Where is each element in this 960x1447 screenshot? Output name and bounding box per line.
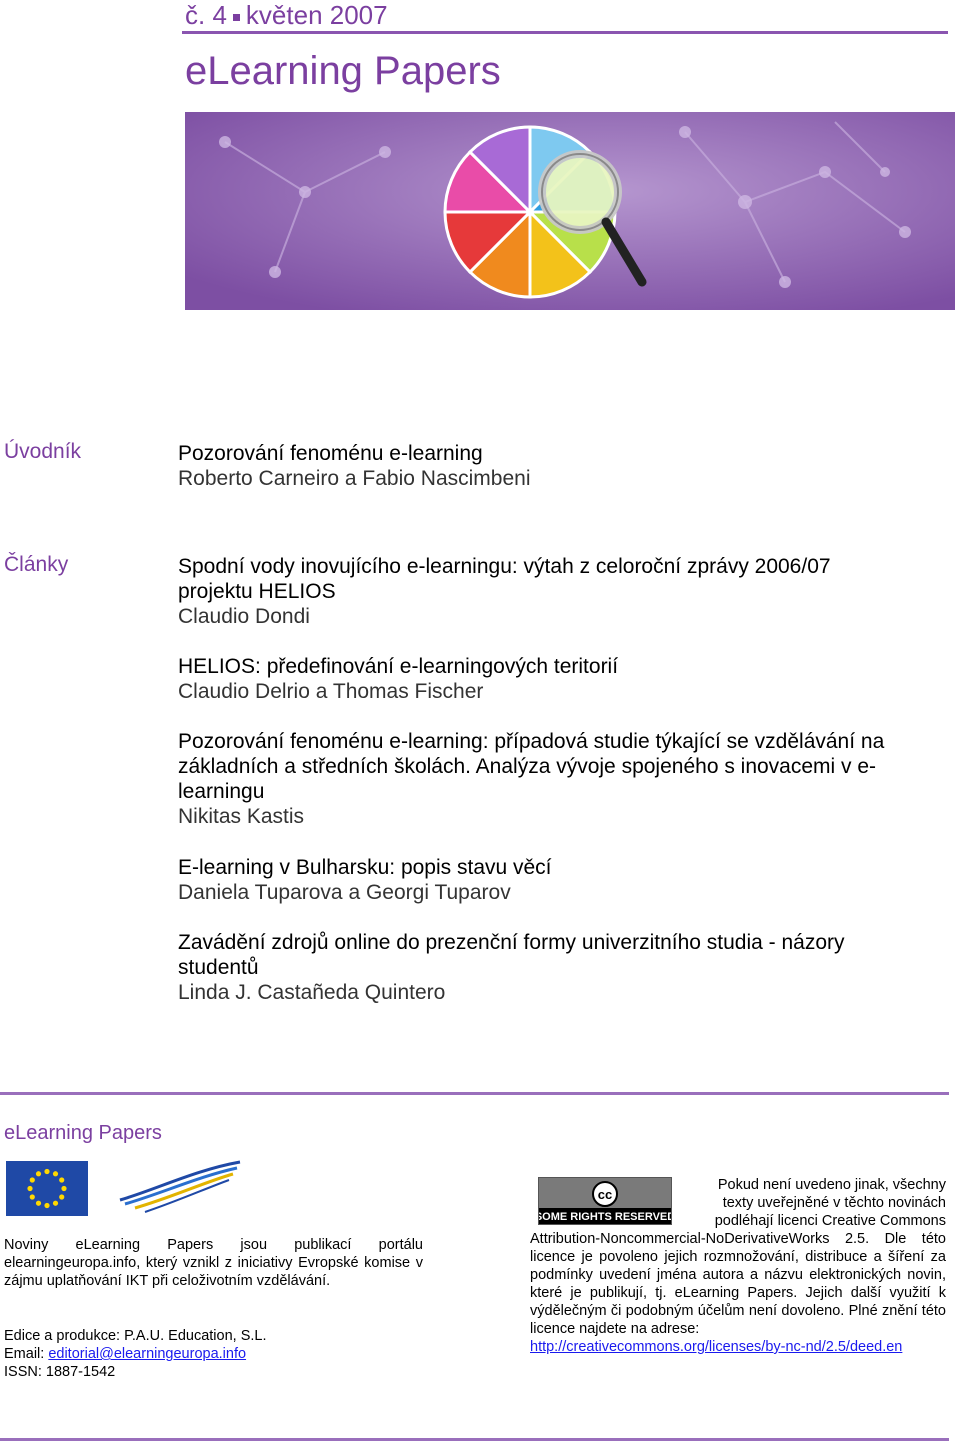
eu-star xyxy=(53,1201,58,1206)
issue-number: č. 4 xyxy=(185,0,227,30)
section-label-clanky: Články xyxy=(4,553,69,576)
article-entry xyxy=(178,654,938,704)
article-title-cont: learningu xyxy=(178,780,265,803)
article-authors: Claudio Dondi xyxy=(178,605,310,628)
eu-star xyxy=(36,1201,41,1206)
article-title: Pozorování fenoménu e-learning: případová studie týkající se vzdělávání na xyxy=(178,730,885,753)
article-title: E-learning v Bulharsku: popis stavu věcí xyxy=(178,856,552,879)
eu-star xyxy=(36,1171,41,1176)
bottom-divider xyxy=(0,1438,949,1441)
article-authors: Claudio Delrio a Thomas Fischer xyxy=(178,680,484,703)
section-label-uvodnik: Úvodník xyxy=(4,440,82,463)
footer-divider xyxy=(0,1092,949,1095)
license-intro xyxy=(688,1176,946,1230)
lifelong-learning-logo xyxy=(115,1160,245,1216)
article-entry xyxy=(178,729,938,829)
article-entry xyxy=(178,554,938,629)
page-title: eLearning Papers xyxy=(185,49,501,93)
article-authors: Daniela Tuparova a Georgi Tuparov xyxy=(178,881,511,904)
eu-star xyxy=(59,1194,64,1199)
publisher-info xyxy=(4,1327,267,1381)
article-title-cont: studentů xyxy=(178,956,259,979)
license-url-link[interactable]: http://creativecommons.org/licenses/by-nc-nd/2.5/deed.en xyxy=(530,1339,903,1355)
eu-star xyxy=(53,1171,58,1176)
bullet-separator xyxy=(233,14,240,21)
article-title: Spodní vody inovujícího e-learningu: výtah z celoroční zprávy 2006/07 xyxy=(178,555,831,578)
article-authors: Roberto Carneiro a Fabio Nascimbeni xyxy=(178,467,531,490)
article-title-cont: základních a středních školách. Analýza vývoje spojeného s inovacemi v e- xyxy=(178,755,877,778)
edice-line: Edice a produkce: P.A.U. Education, S.L. xyxy=(4,1328,267,1344)
article-title: Pozorování fenoménu e-learning xyxy=(178,442,483,465)
eu-star xyxy=(59,1177,64,1182)
banner-graphic xyxy=(185,112,955,310)
cc-badge-text: SOME RIGHTS RESERVED xyxy=(539,1211,671,1223)
email-label: Email: xyxy=(4,1346,45,1362)
eu-star xyxy=(30,1177,35,1182)
license-text xyxy=(530,1230,946,1356)
banner-illustration xyxy=(185,112,955,310)
article-title: Zavádění zdrojů online do prezenční formy univerzitního studia - názory xyxy=(178,931,845,954)
article-title-cont: projektu HELIOS xyxy=(178,580,336,603)
email-link[interactable]: editorial@elearningeuropa.info xyxy=(48,1346,247,1362)
creative-commons-badge[interactable] xyxy=(538,1177,672,1225)
eu-star xyxy=(44,1203,49,1208)
eu-star xyxy=(61,1186,66,1191)
license-body: Attribution-Noncommercial-NoDerivativeWorks 2.5. Dle této licence je povoleno jejich rozmnožování, distribuce a šíření za podmínky uvedení jména autora a názvu elektronických novin, které je publikují, tj. eLearning Papers. Jejich další využití k výdělečným či podobným účelům není dovoleno. Plné znění této licence najdete na adrese: xyxy=(530,1231,946,1337)
issue-date: květen 2007 xyxy=(245,0,388,30)
license-line: Pokud není uvedeno jinak, všechny xyxy=(717,1177,946,1193)
cc-icon xyxy=(539,1178,671,1224)
editorial-entry xyxy=(178,441,938,491)
article-entry xyxy=(178,855,938,905)
eu-star xyxy=(30,1194,35,1199)
article-authors: Nikitas Kastis xyxy=(178,805,305,828)
license-line: texty uveřejněné v těchto novinách xyxy=(722,1195,946,1211)
issue-line xyxy=(185,0,388,30)
article-authors: Linda J. Castañeda Quintero xyxy=(178,981,446,1004)
eu-star xyxy=(27,1186,32,1191)
article-entry xyxy=(178,930,938,1005)
eu-star xyxy=(44,1169,49,1174)
eu-flag-logo xyxy=(6,1161,88,1216)
license-line: podléhají licenci Creative Commons xyxy=(714,1213,946,1229)
svg-text:cc: cc xyxy=(597,1187,613,1202)
article-title: HELIOS: předefinování e-learningových teritorií xyxy=(178,655,619,678)
footer-description: Noviny eLearning Papers jsou publikací portálu elearningeuropa.info, který vznikl z iniciativy Evropské komise v zájmu uplatňování IKT při celoživotním vzdělávání. xyxy=(4,1237,423,1289)
email-line xyxy=(4,1345,267,1363)
top-divider xyxy=(182,31,948,34)
footer-title: eLearning Papers xyxy=(4,1122,162,1144)
issn-line: ISSN: 1887-1542 xyxy=(4,1364,116,1380)
